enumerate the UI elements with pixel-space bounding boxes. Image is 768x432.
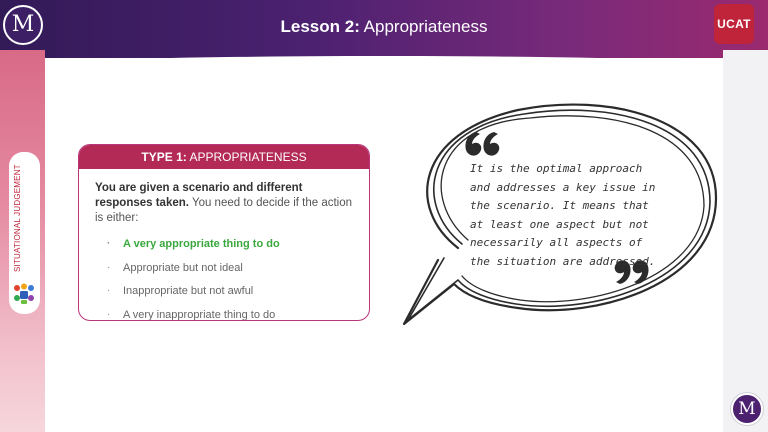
option-inappropriate-not-awful xyxy=(107,283,355,307)
option-label: A very inappropriate thing to do xyxy=(123,308,276,321)
option-label: A very appropriate thing to do xyxy=(123,238,280,250)
option-very-inappropriate xyxy=(107,307,355,322)
option-label: Inappropriate but not awful xyxy=(123,285,254,297)
page-title xyxy=(0,17,768,37)
title-lesson-number: Lesson 2: xyxy=(280,17,360,36)
option-label: Appropriate but not ideal xyxy=(123,261,243,274)
card-heading xyxy=(79,145,369,169)
right-side-strip xyxy=(723,50,768,432)
bullet-icon: · xyxy=(107,308,111,320)
bullet-icon: · xyxy=(107,285,111,296)
card-heading-topic: APPROPRIATENESS xyxy=(186,150,307,164)
quote-text: It is the optimal approach and addresses a key issue in the scenario. It means that at least one aspect but not necessarily all aspects of the situation are addressed. xyxy=(470,162,656,268)
section-label: SITUATIONAL JUDGEMENT xyxy=(13,164,22,272)
option-appropriate-not-ideal xyxy=(107,260,355,284)
card-heading-type: TYPE 1: xyxy=(141,150,187,164)
card-intro xyxy=(95,181,355,226)
header-bar xyxy=(0,0,768,58)
bullet-icon: · xyxy=(107,238,111,249)
card-intro-rest: You need to decide if the action is either: xyxy=(95,197,353,224)
option-very-appropriate xyxy=(107,236,355,260)
appropriateness-card xyxy=(78,144,370,321)
response-options xyxy=(95,236,355,321)
ucat-badge[interactable]: UCAT xyxy=(714,4,754,44)
card-intro-bold: You are given a scenario and different responses taken. xyxy=(95,182,303,209)
brand-logo[interactable]: M xyxy=(3,5,43,45)
people-group-icon xyxy=(12,283,36,305)
corner-brand-logo[interactable]: M xyxy=(731,393,763,425)
title-topic: Appropriateness xyxy=(359,17,488,36)
bullet-icon: · xyxy=(107,261,111,273)
